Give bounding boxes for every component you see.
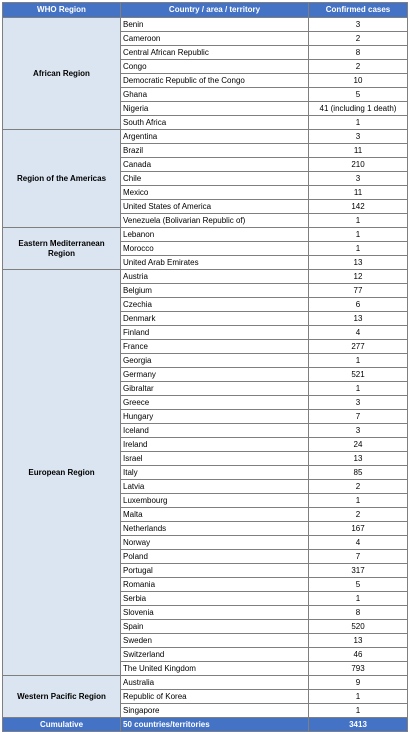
- country-cell: Spain: [121, 620, 309, 634]
- confirmed-cases-cell: 5: [309, 578, 408, 592]
- confirmed-cases-cell: 6: [309, 298, 408, 312]
- country-cell: Portugal: [121, 564, 309, 578]
- confirmed-cases-cell: 13: [309, 634, 408, 648]
- confirmed-cases-cell: 793: [309, 662, 408, 676]
- country-cell: Georgia: [121, 354, 309, 368]
- country-cell: Poland: [121, 550, 309, 564]
- confirmed-cases-cell: 4: [309, 326, 408, 340]
- table-row: [3, 130, 408, 144]
- confirmed-cases-cell: 317: [309, 564, 408, 578]
- country-cell: South Africa: [121, 116, 309, 130]
- country-cell: Switzerland: [121, 648, 309, 662]
- confirmed-cases-cell: 11: [309, 144, 408, 158]
- confirmed-cases-cell: 142: [309, 200, 408, 214]
- country-cell: Austria: [121, 270, 309, 284]
- confirmed-cases-cell: 3: [309, 396, 408, 410]
- country-cell: Mexico: [121, 186, 309, 200]
- cumulative-cases: 3413: [309, 718, 408, 732]
- confirmed-cases-cell: 11: [309, 186, 408, 200]
- confirmed-cases-cell: 9: [309, 676, 408, 690]
- country-cell: Latvia: [121, 480, 309, 494]
- country-cell: Sweden: [121, 634, 309, 648]
- confirmed-cases-cell: 2: [309, 60, 408, 74]
- confirmed-cases-cell: 5: [309, 88, 408, 102]
- confirmed-cases-cell: 1: [309, 382, 408, 396]
- country-cell: Morocco: [121, 242, 309, 256]
- country-cell: Argentina: [121, 130, 309, 144]
- confirmed-cases-cell: 8: [309, 606, 408, 620]
- country-cell: Norway: [121, 536, 309, 550]
- confirmed-cases-cell: 520: [309, 620, 408, 634]
- confirmed-cases-cell: 3: [309, 18, 408, 32]
- confirmed-cases-cell: 10: [309, 74, 408, 88]
- country-cell: Romania: [121, 578, 309, 592]
- region-name-cell: African Region: [3, 18, 121, 130]
- confirmed-cases-cell: 13: [309, 452, 408, 466]
- country-cell: Netherlands: [121, 522, 309, 536]
- confirmed-cases-cell: 1: [309, 214, 408, 228]
- confirmed-cases-cell: 85: [309, 466, 408, 480]
- confirmed-cases-cell: 46: [309, 648, 408, 662]
- country-cell: Denmark: [121, 312, 309, 326]
- table-body: [3, 18, 408, 718]
- country-cell: Canada: [121, 158, 309, 172]
- table-row: [3, 676, 408, 690]
- confirmed-cases-cell: 521: [309, 368, 408, 382]
- confirmed-cases-cell: 1: [309, 704, 408, 718]
- confirmed-cases-cell: 277: [309, 340, 408, 354]
- cumulative-countries: 50 countries/territories: [121, 718, 309, 732]
- table-row: [3, 228, 408, 242]
- confirmed-cases-cell: 1: [309, 592, 408, 606]
- confirmed-cases-cell: 3: [309, 424, 408, 438]
- confirmed-cases-table: [2, 2, 408, 732]
- confirmed-cases-cell: 1: [309, 354, 408, 368]
- confirmed-cases-cell: 2: [309, 32, 408, 46]
- cumulative-label: Cumulative: [3, 718, 121, 732]
- confirmed-cases-cell: 24: [309, 438, 408, 452]
- country-cell: Hungary: [121, 410, 309, 424]
- country-cell: The United Kingdom: [121, 662, 309, 676]
- confirmed-cases-cell: 167: [309, 522, 408, 536]
- confirmed-cases-cell: 1: [309, 228, 408, 242]
- confirmed-cases-cell: 1: [309, 116, 408, 130]
- header-confirmed-cases: Confirmed cases: [309, 3, 408, 18]
- country-cell: Luxembourg: [121, 494, 309, 508]
- confirmed-cases-cell: 13: [309, 256, 408, 270]
- confirmed-cases-cell: 3: [309, 172, 408, 186]
- confirmed-cases-cell: 7: [309, 550, 408, 564]
- country-cell: Congo: [121, 60, 309, 74]
- country-cell: Brazil: [121, 144, 309, 158]
- country-cell: Belgium: [121, 284, 309, 298]
- country-cell: United Arab Emirates: [121, 256, 309, 270]
- region-name-cell: European Region: [3, 270, 121, 676]
- confirmed-cases-cell: 41 (including 1 death): [309, 102, 408, 116]
- country-cell: Cameroon: [121, 32, 309, 46]
- country-cell: Venezuela (Bolivarian Republic of): [121, 214, 309, 228]
- country-cell: Singapore: [121, 704, 309, 718]
- confirmed-cases-cell: 2: [309, 508, 408, 522]
- table-row: [3, 18, 408, 32]
- cumulative-row: [3, 718, 408, 732]
- region-name-cell: Western Pacific Region: [3, 676, 121, 718]
- country-cell: Serbia: [121, 592, 309, 606]
- country-cell: Iceland: [121, 424, 309, 438]
- country-cell: Israel: [121, 452, 309, 466]
- country-cell: Democratic Republic of the Congo: [121, 74, 309, 88]
- header-country: Country / area / territory: [121, 3, 309, 18]
- country-cell: Benin: [121, 18, 309, 32]
- country-cell: Italy: [121, 466, 309, 480]
- header-who-region: WHO Region: [3, 3, 121, 18]
- confirmed-cases-cell: 1: [309, 494, 408, 508]
- region-name-cell: Eastern Mediterranean Region: [3, 228, 121, 270]
- confirmed-cases-cell: 4: [309, 536, 408, 550]
- confirmed-cases-cell: 8: [309, 46, 408, 60]
- confirmed-cases-cell: 13: [309, 312, 408, 326]
- country-cell: Gibraltar: [121, 382, 309, 396]
- country-cell: United States of America: [121, 200, 309, 214]
- confirmed-cases-cell: 2: [309, 480, 408, 494]
- confirmed-cases-cell: 12: [309, 270, 408, 284]
- confirmed-cases-cell: 77: [309, 284, 408, 298]
- confirmed-cases-cell: 3: [309, 130, 408, 144]
- country-cell: Greece: [121, 396, 309, 410]
- country-cell: Republic of Korea: [121, 690, 309, 704]
- confirmed-cases-cell: 1: [309, 690, 408, 704]
- cases-table-container: [2, 2, 407, 732]
- header-row: [3, 3, 408, 18]
- confirmed-cases-cell: 7: [309, 410, 408, 424]
- country-cell: Slovenia: [121, 606, 309, 620]
- confirmed-cases-cell: 210: [309, 158, 408, 172]
- country-cell: Chile: [121, 172, 309, 186]
- country-cell: France: [121, 340, 309, 354]
- confirmed-cases-cell: 1: [309, 242, 408, 256]
- country-cell: Finland: [121, 326, 309, 340]
- region-name-cell: Region of the Americas: [3, 130, 121, 228]
- table-row: [3, 270, 408, 284]
- country-cell: Malta: [121, 508, 309, 522]
- country-cell: Central African Republic: [121, 46, 309, 60]
- country-cell: Ghana: [121, 88, 309, 102]
- country-cell: Australia: [121, 676, 309, 690]
- country-cell: Czechia: [121, 298, 309, 312]
- country-cell: Lebanon: [121, 228, 309, 242]
- country-cell: Ireland: [121, 438, 309, 452]
- country-cell: Nigeria: [121, 102, 309, 116]
- country-cell: Germany: [121, 368, 309, 382]
